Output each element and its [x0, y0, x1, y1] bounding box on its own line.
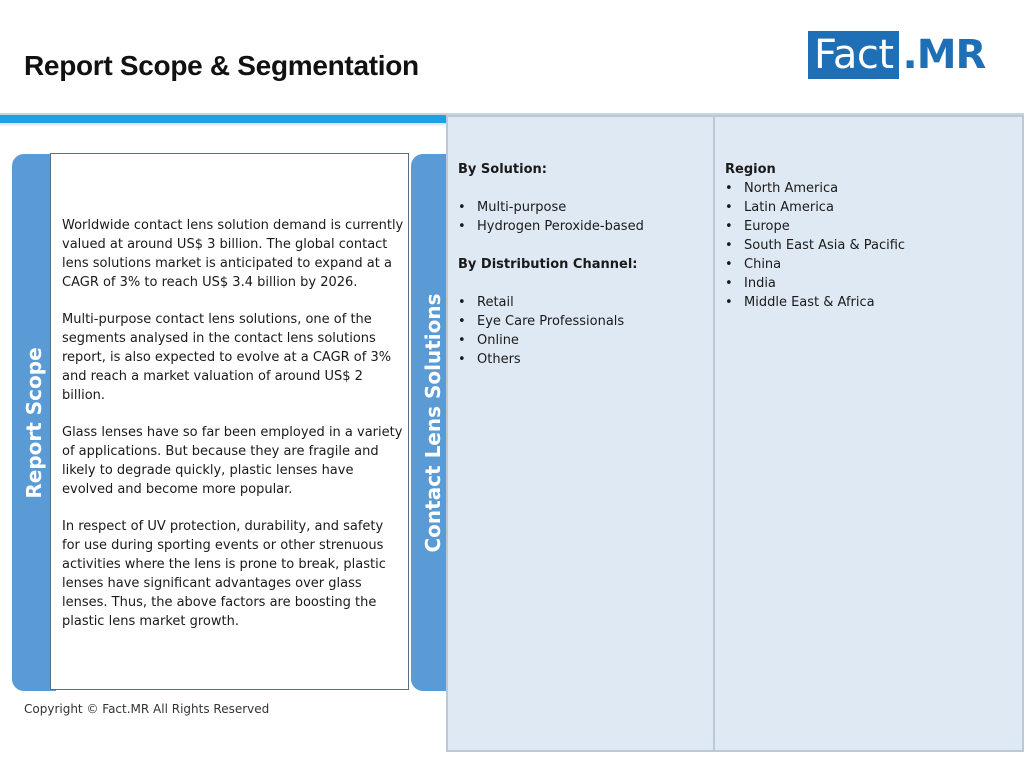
fact-mr-logo — [808, 31, 985, 79]
list-item: • Europe — [725, 217, 1016, 236]
list-item: • Others — [458, 350, 707, 369]
segmentation-panel-region — [713, 115, 1024, 752]
region-heading: Region — [725, 162, 776, 177]
report-scope-text — [62, 216, 404, 649]
contact-lens-solutions-tab-label: Contact Lens Solutions — [421, 292, 445, 553]
distribution-channel-heading: By Distribution Channel: — [458, 257, 638, 272]
scope-paragraph: Worldwide contact lens solution demand is currently valued at around US$ 3 billion. The global contact lens solutions market is anticipated to expand at a CAGR of 3% to reach US$ 3.4 billion by 2026. — [62, 218, 404, 290]
region-list — [725, 179, 1016, 312]
solution-list — [458, 198, 707, 236]
report-scope-panel — [50, 153, 409, 690]
list-item: • Eye Care Professionals — [458, 312, 707, 331]
scope-paragraph: Multi-purpose contact lens solutions, one of the segments analysed in the contact lens solutions report, is also expected to evolve at a CAGR of 3% and reach a market valuation of around US$ 2 billion. — [62, 312, 392, 403]
list-item: • Online — [458, 331, 707, 350]
list-item: • India — [725, 274, 1016, 293]
page-title: Report Scope & Segmentation — [24, 50, 419, 81]
list-item: • Hydrogen Peroxide-based — [458, 217, 707, 236]
segmentation-panel-solution-channel — [446, 115, 715, 752]
list-item: • Middle East & Africa — [725, 293, 1016, 312]
list-item: • South East Asia & Pacific — [725, 236, 1016, 255]
scope-paragraph: Glass lenses have so far been employed in a variety of applications. But because they are fragile and likely to degrade quickly, plastic lenses have evolved and become more popular. — [62, 425, 403, 497]
list-item: • Latin America — [725, 198, 1016, 217]
logo-wordmark-mr: .MR — [902, 32, 986, 78]
list-item: • Retail — [458, 293, 707, 312]
accent-bar-shadow — [0, 123, 449, 127]
list-item: • Multi-purpose — [458, 198, 707, 217]
distribution-channel-list — [458, 293, 707, 369]
list-item: • China — [725, 255, 1016, 274]
scope-paragraph: In respect of UV protection, durability, and safety for use during sporting events or other strenuous activities where the lens is prone to break, plastic lenses have significant advantages over glass lenses. Thus, the above factors are boosting the plastic lens market growth. — [62, 519, 386, 629]
report-scope-tab-label: Report Scope — [22, 346, 46, 499]
accent-bar — [0, 115, 449, 123]
solution-heading: By Solution: — [458, 162, 547, 177]
list-item: • North America — [725, 179, 1016, 198]
logo-wordmark-fact: Fact — [808, 31, 899, 79]
copyright-footer: Copyright © Fact.MR All Rights Reserved — [24, 702, 270, 716]
